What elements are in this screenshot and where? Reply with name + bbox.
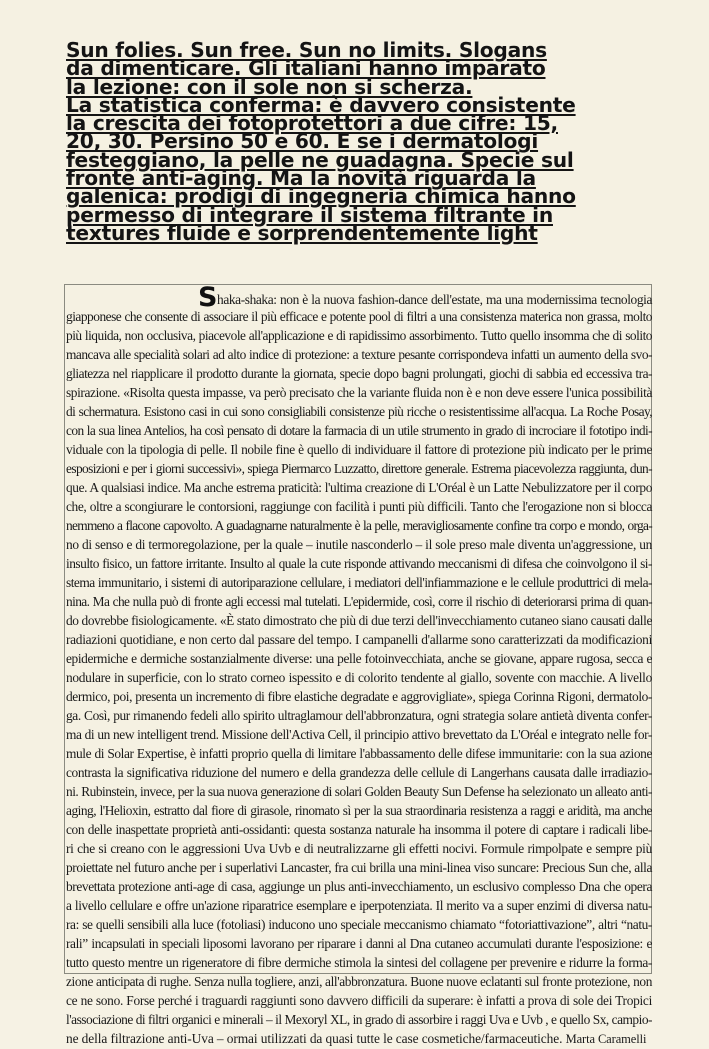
headline-line: permesso di integrare il sistema filtrante in (66, 202, 553, 227)
article-line: nina. Ma che nulla può di fronte agli eccessi mal tutelati. L'epidermide, così, corre il rischio di deteriorarsi prima di quan- (66, 594, 652, 609)
article-line: con delle inaspettate proprietà anti-ossidanti: questa sostanza naturale ha insomma il potere di captare i radicali libe- (66, 822, 652, 837)
article-line: mancava alle specialità solari ad alto indice di protezione: a texture pesante corrispondeva infatti un aumento della svo- (66, 347, 652, 362)
article-line: di schermatura. Esistono casi in cui sono consigliabili consistenze più ricche o resistentissime all'acqua. La Roche Posay, (66, 404, 652, 419)
article-line: ma di un new intelligent trend. Missione dell'Activa Cell, il principio attivo brevettato da L'Oréal e integrato nelle for- (66, 727, 652, 742)
article-line: tutto questo mentre un rigeneratore di fibre dermiche stimola la sintesi del collagene per prevenire e ridurre la forma- (66, 955, 652, 970)
headline-line: Sun folies. Sun free. Sun no limits. Slogans (66, 38, 547, 62)
article-line: ce ne sono. Forse perché i traguardi raggiunti sono davvero difficili da superare: è infatti a prova di sole dei Tropici (66, 993, 652, 1008)
article-line: mule di Solar Expertise, è infatti proprio quella di limitare l'abbassamento delle difese immunitarie: con la sua azione (66, 746, 652, 761)
headline-line: la lezione: con il sole non si scherza. (66, 74, 473, 99)
article-line: proiettate nel futuro anche per i superlativi Lancaster, fra cui brilla una mini-linea viso suncare: Precious Sun che, alla (66, 860, 652, 875)
headline-line: La statistica conferma: è davvero consistente (66, 92, 576, 117)
article-line: ri che si creano con le aggressioni Uva Uvb e di neutralizzarne gli effetti nocivi. Formule rimpolpate e sempre più (66, 841, 652, 856)
article-line: brevettata protezione anti-age di casa, aggiunge un plus anti-invecchiamento, un esclusivo complesso Dna che opera (66, 879, 652, 894)
article-last-line (66, 1029, 652, 1048)
article-line: l'associazione di filtri organici e minerali – il Mexoryl XL, in grado di assorbire i raggi Uva e Uvb , e quello Sx, campio- (66, 1012, 652, 1027)
headline-line: la crescita dei fotoprotettori a due cifre: 15, (66, 111, 558, 136)
article-line: spirazione. «Risolta questa impasse, va però precisato che la variante fluida non è e non deve essere l'unica possibilità (66, 385, 652, 400)
article-first-line (66, 282, 652, 313)
article-line: ne della filtrazione anti-Uva – ormai utilizzati da quasi tutte le case cosmetiche/farmaceutiche. (66, 1031, 563, 1046)
article-line: giapponese che consente di associare il più efficace e potente pool di filtri a una consistenza materica non grassa, molto (66, 309, 652, 324)
author-byline: Marta Caramelli (565, 1032, 647, 1046)
headline-line: 20, 30. Persino 50 e 60. E se i dermatologi (66, 129, 539, 154)
drop-cap: S (198, 282, 218, 313)
article-line: radiazioni quotidiane, e non certo dal passare del tempo. I campanelli d'allarme sono caratterizzati da modificazioni (66, 632, 652, 647)
article-line: dermico, poi, presenta un incremento di fibre elastiche degradate e aggrovigliate», spiega Corinna Rigoni, dermatolo- (66, 689, 652, 704)
article-line: con la sua linea Antelios, ha così pensato di dotare la farmacia di un utile strumento in grado di incrociare il fototipo indi- (66, 423, 652, 438)
article-line: aging, l'Helioxin, estratto dal fiore di girasole, rinomato sì per la sua straordinaria resistenza a raggi e aridità, ma anche (66, 803, 652, 818)
headline-line: textures fluide e sorprendentemente light (66, 220, 538, 245)
article-line: ni. Rubinstein, invece, per la sua nuova generazione di solari Golden Beauty Sun Defense ha selezionato un alleato anti- (66, 784, 652, 799)
article-line: viduale con la tipologia di pelle. Il nobile fine è quello di individuare il fattore di protezione più indicato per le prime (66, 442, 652, 457)
article-line: gliatezza nel riapplicare il prodotto durante la giornata, specie dopo bagni prolungati, giochi di sabbia ed eccessiva tra- (66, 366, 652, 381)
article-body (66, 282, 652, 1048)
article-line: epidermiche e dermiche sostanzialmente diverse: una pelle fotoinvecchiata, anche se giovane, appare rugosa, secca e (66, 651, 652, 666)
article-line: no di senso e di termoregolazione, per la quale – inutile nasconderlo – il sole preso male diventa un'aggressione, un (66, 537, 652, 552)
article-line: do dovrebbe fisiologicamente. «È stato dimostrato che più di due terzi dell'invecchiamento cutaneo siano causati dalle (66, 613, 652, 628)
article-line: ga. Così, pur rimanendo fedeli allo spirito ultraglamour dell'abbronzatura, ogni strategia solare antietà diventa confer- (66, 708, 652, 723)
article-line: nodulare in superficie, con lo strato corneo ispessito e di colorito tendente al giallo, sovente con macchie. A livello (66, 670, 652, 685)
article-line: stema immunitario, i sistemi di autoriparazione cellulare, i mediatori dell'infiammazione e le cellule produttrici di mela- (66, 575, 652, 590)
article-line: haka-shaka: non è la nuova fashion-dance dell'estate, ma una modernissima tecnologia (217, 292, 652, 307)
headline-line: da dimenticare. Gli italiani hanno imparato (66, 56, 546, 81)
article-line: a livello cellulare e offre un'azione riparatrice esemplare e iperpotenziata. Il merito va a super enzimi di diversa natu- (66, 898, 652, 913)
article-line: insulto fisico, un fattore irritante. Insulto al quale la cute risponde attivando meccanismi di difesa che coinvolgono il si- (66, 556, 652, 571)
headline-line: galenica: prodigi di ingegneria chimica hanno (66, 184, 576, 209)
article-line: zione anticipata di rughe. Senza nulla togliere, anzi, all'abbronzatura. Buone nuove eclatanti sul fronte protezione, non (66, 974, 652, 989)
headline-line: fronte anti-aging. Ma la novità riguarda la (66, 166, 536, 191)
article-line: che, oltre a scongiurare le contorsioni, raggiunge con facilità i punti più difficili. Tanto che l'erogazione non si blocca (66, 499, 652, 514)
article-line: rali” incapsulati in speciali liposomi lavorano per riparare i danni al Dna cutaneo accumulati durante l'esposizione: e (66, 936, 652, 951)
article-line: contrasta la significativa riduzione del numero e della grandezza delle cellule di Langerhans causata dalle irradiazio- (66, 765, 652, 780)
article-line: nemmeno a flacone capovolto. A guadagnarne naturalmente è la pelle, meravigliosamente confine tra corpo e mondo, orga- (66, 518, 652, 533)
article-line: ra: se quelli sensibili alla luce (fotoliasi) inducono uno speciale meccanismo chiamato “fotoriattivazione”, altri “natu- (66, 917, 652, 932)
article-line: esposizioni e per i giorni successivi», spiega Piermarco Luzzatto, direttore generale. Estrema piacevolezza raggiunta, dun- (66, 461, 652, 476)
headline (66, 38, 666, 245)
article-line: più liquida, non occlusiva, piacevole all'applicazione e di rapidissimo assorbimento. Tutto quello insomma che di solito (66, 328, 652, 343)
headline-line: festeggiano, la pelle ne guadagna. Specie sul (66, 147, 574, 172)
article-line: que. A qualsiasi indice. Ma anche estrema praticità: l'ultima creazione di L'Oréal è un Latte Nebulizzatore per il corpo (66, 480, 652, 495)
